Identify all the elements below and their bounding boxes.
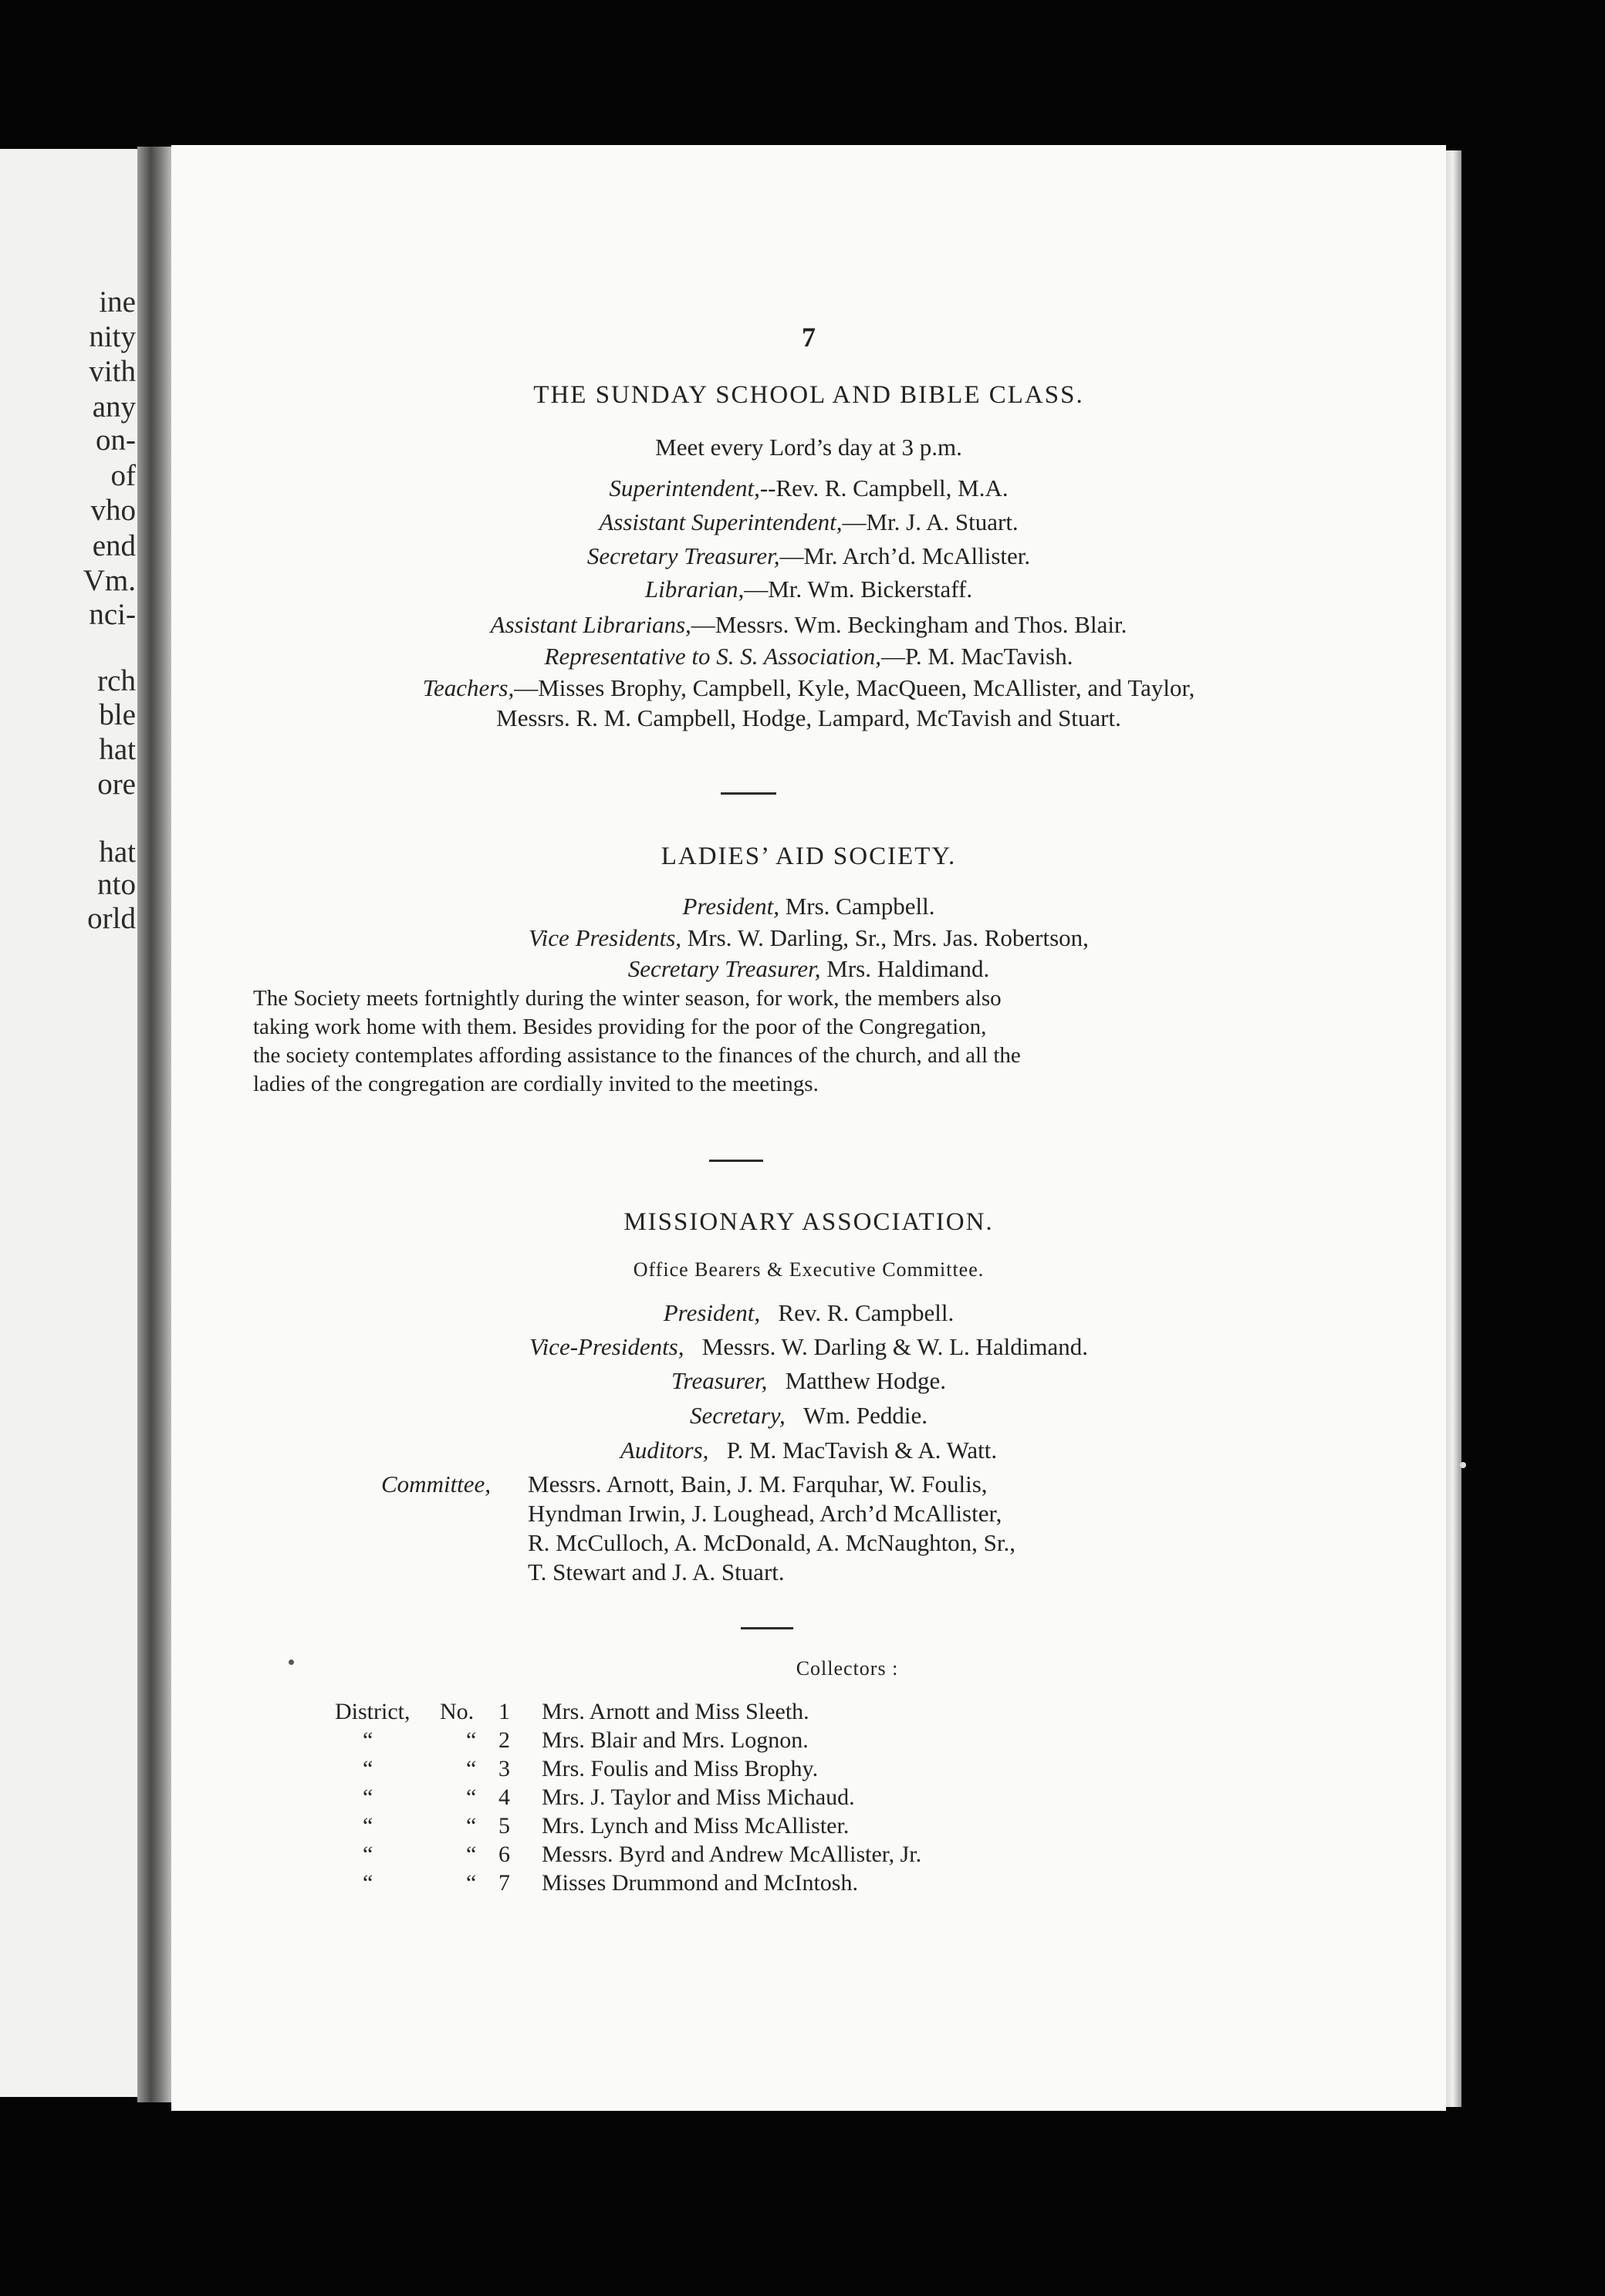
officer-line: Secretary Treasurer, Mrs. Haldimand. <box>627 955 990 982</box>
previous-page-text: vho <box>90 494 136 527</box>
officer-line: Vice Presidents, Mrs. W. Darling, Sr., Mrs. Jas. Robertson, <box>529 924 1089 951</box>
officer-line: Vice-Presidents, Messrs. W. Darling & W. L. Haldimand. <box>529 1333 1089 1360</box>
officer-line: Superintendent,--Rev. R. Campbell, M.A. <box>609 474 1009 501</box>
previous-page-text: hat <box>99 733 136 766</box>
officer-line: Secretary Treasurer,—Mr. Arch’d. McAllister. <box>586 542 1031 569</box>
officer-line: Secretary, Wm. Peddie. <box>690 1402 928 1429</box>
previous-page-text: nci- <box>89 598 136 631</box>
page-number: 7 <box>802 322 816 353</box>
collector-row: District, No. 1 Mrs. Arnott and Miss Sleeth. <box>335 1699 809 1724</box>
officer-line: President, Rev. R. Campbell. <box>663 1299 955 1326</box>
previous-page-text: nto <box>97 868 136 901</box>
teachers-line: Teachers,—Misses Brophy, Campbell, Kyle, MacQueen, McAllister, and Taylor, <box>422 674 1195 701</box>
previous-page-text: vith <box>89 355 136 388</box>
collector-row: “ “ 2 Mrs. Blair and Mrs. Lognon. <box>363 1727 809 1753</box>
society-paragraph-line: taking work home with them. Besides providing for the poor of the Congregation, <box>253 1015 987 1039</box>
previous-page-text: hat <box>99 836 136 869</box>
sunday-school-heading: THE SUNDAY SCHOOL AND BIBLE CLASS. <box>533 381 1084 409</box>
previous-page-text: any <box>92 390 136 424</box>
committee-line: Hyndman Irwin, J. Loughead, Arch’d McAllister, <box>528 1500 1002 1527</box>
ink-speck <box>1460 1462 1466 1468</box>
previous-page-text: ine <box>99 285 136 319</box>
missionary-heading: MISSIONARY ASSOCIATION. <box>623 1208 994 1236</box>
officer-line: Auditors, P. M. MacTavish & A. Watt. <box>620 1437 998 1464</box>
previous-page-text: orld <box>87 902 136 935</box>
officer-line: Assistant Librarians,—Messrs. Wm. Beckingham and Thos. Blair. <box>490 611 1127 638</box>
meeting-time: Meet every Lord’s day at 3 p.m. <box>655 434 962 461</box>
previous-page-text: ble <box>99 698 136 731</box>
collector-row: “ “ 6 Messrs. Byrd and Andrew McAllister, Jr. <box>363 1842 922 1867</box>
previous-page-text: of <box>110 459 136 492</box>
book-gutter <box>137 147 171 2102</box>
previous-page-text: Vm. <box>83 564 136 597</box>
previous-page-edge <box>0 149 140 2097</box>
collector-row: “ “ 3 Mrs. Foulis and Miss Brophy. <box>363 1756 819 1781</box>
officer-line: Assistant Superintendent,—Mr. J. A. Stuart. <box>599 508 1019 535</box>
document-page <box>171 145 1446 2111</box>
previous-page-text: ore <box>97 768 136 801</box>
page-edge <box>1444 150 1461 2107</box>
previous-page-text: rch <box>97 664 136 697</box>
collector-row: “ “ 4 Mrs. J. Taylor and Miss Michaud. <box>363 1784 855 1810</box>
society-paragraph-line: The Society meets fortnightly during the winter season, for work, the members also <box>253 986 1002 1011</box>
committee-line: T. Stewart and J. A. Stuart. <box>528 1558 785 1585</box>
officer-line: President, Mrs. Campbell. <box>682 893 935 920</box>
society-paragraph-line: the society contemplates affording assistance to the finances of the church, and all the <box>253 1043 1021 1068</box>
officer-line: Treasurer, Matthew Hodge. <box>671 1367 946 1394</box>
committee-label: Committee, <box>381 1470 492 1497</box>
collectors-heading: Collectors : <box>796 1657 899 1680</box>
ladies-aid-heading: LADIES’ AID SOCIETY. <box>661 842 957 870</box>
committee-line: R. McCulloch, A. McDonald, A. McNaughton, Sr., <box>528 1529 1016 1556</box>
committee-line: Messrs. Arnott, Bain, J. M. Farquhar, W. Foulis, <box>528 1470 988 1497</box>
collectors-table <box>171 145 1446 2111</box>
missionary-subheading: Office Bearers & Executive Committee. <box>633 1258 985 1281</box>
officer-line: Representative to S. S. Association,—P. M. MacTavish. <box>544 643 1073 670</box>
collector-row: “ “ 7 Misses Drummond and McIntosh. <box>363 1870 858 1896</box>
society-paragraph-line: ladies of the congregation are cordially invited to the meetings. <box>253 1072 819 1096</box>
previous-page-text: end <box>92 529 136 562</box>
teachers-line-cont: Messrs. R. M. Campbell, Hodge, Lampard, McTavish and Stuart. <box>496 704 1121 731</box>
previous-page-text: nity <box>89 320 136 353</box>
officer-line: Librarian,—Mr. Wm. Bickerstaff. <box>644 576 973 603</box>
collector-row: “ “ 5 Mrs. Lynch and Miss McAllister. <box>363 1813 850 1838</box>
previous-page-text: on- <box>96 424 136 457</box>
